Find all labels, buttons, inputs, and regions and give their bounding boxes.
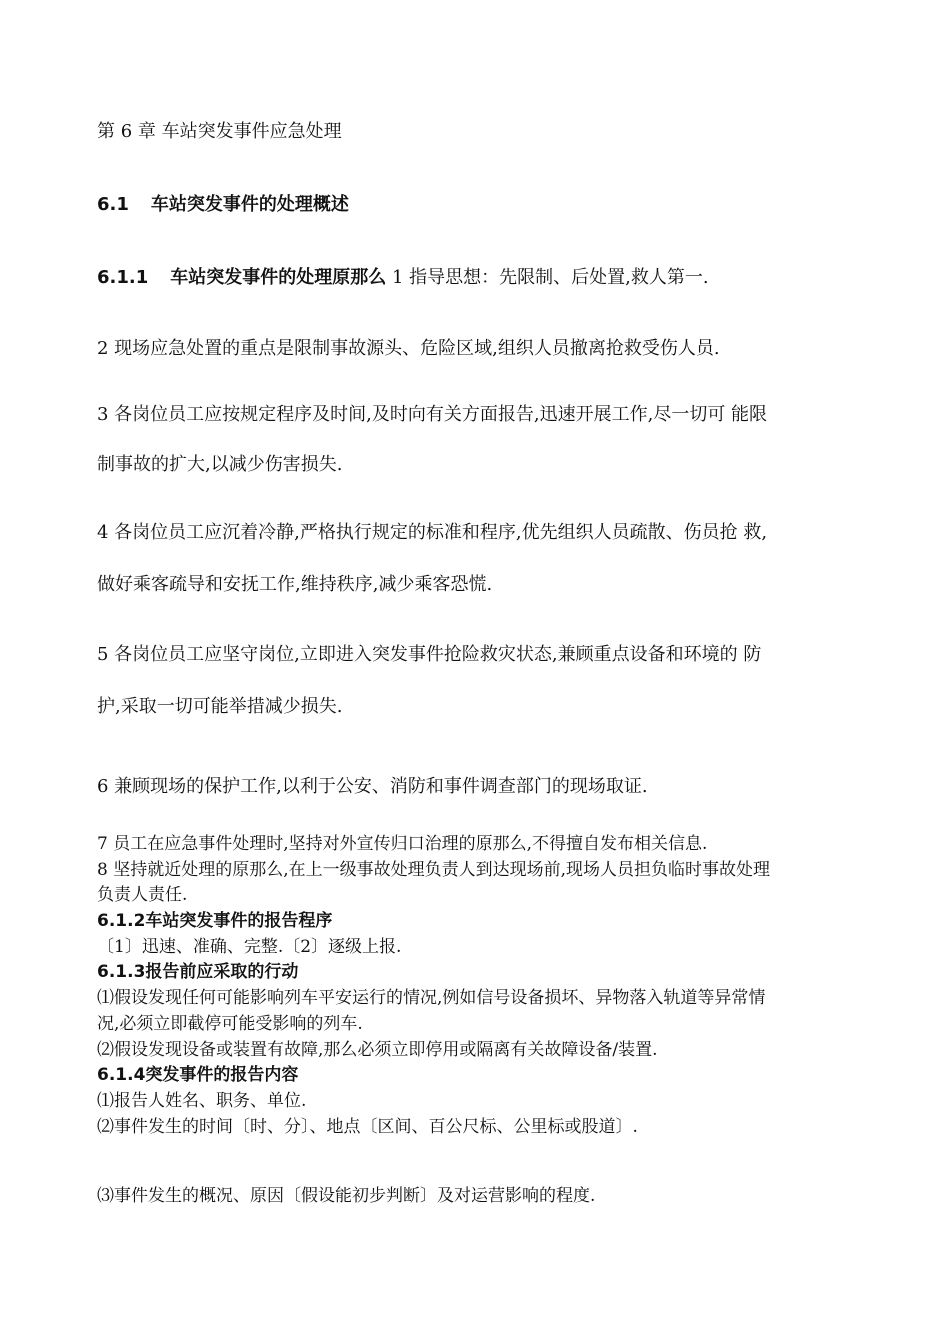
section-6-1-2-text: 〔1〕迅速、准确、完整.〔2〕逐级上报. — [97, 937, 402, 957]
paragraph-7: 7 员工在应急事件处理时,坚持对外宣传归口治理的原那么,不得擅自发布相关信息. — [97, 834, 708, 854]
paragraph-5-line-1: 5 各岗位员工应坚守岗位,立即进入突发事件抢险救灾状态,兼顾重点设备和环境的 防 — [97, 644, 762, 665]
paragraph-8-line-1: 8 坚持就近处理的原那么,在上一级事故处理负责人到达现场前,现场人员担负临时事故处理 — [97, 860, 771, 880]
paragraph-5-line-2: 护,采取一切可能举措减少损失. — [97, 696, 343, 717]
chapter-title: 第 6 章 车站突发事件应急处理 — [97, 121, 342, 142]
section-6-1-3-heading: 6.1.3报告前应采取的行动 — [97, 962, 299, 982]
section-6-1-4-heading: 6.1.4突发事件的报告内容 — [97, 1065, 299, 1085]
section-6-1-1-line — [97, 266, 709, 290]
paragraph-3-line-2: 制事故的扩大,以减少伤害损失. — [97, 454, 343, 475]
list-item: ⑴报告人姓名、职务、单位. — [97, 1091, 307, 1111]
section-title: 车站突发事件的处理概述 — [150, 194, 349, 215]
paragraph-4-line-1: 4 各岗位员工应沉着冷静,严格执行规定的标准和程序,优先组织人员疏散、伤员抢 救, — [97, 522, 768, 543]
list-item: ⑴假设发现任何可能影响列车平安运行的情况,例如信号设备损坏、异物落入轨道等异常情 — [97, 988, 766, 1008]
paragraph-4-line-2: 做好乘客疏导和安抚工作,维持秩序,减少乘客恐慌. — [97, 574, 493, 595]
section-number: 6.1 — [97, 194, 129, 215]
list-item: ⑵假设发现设备或装置有故障,那么必须立即停用或隔离有关故障设备/装置. — [97, 1040, 658, 1060]
section-6-1-2-heading: 6.1.2车站突发事件的报告程序 — [97, 911, 333, 931]
section-6-1-heading — [97, 193, 349, 217]
paragraph-text: 1 指导思想：先限制、后处置,救人第一. — [391, 267, 709, 288]
paragraph-6: 6 兼顾现场的保护工作,以利于公安、消防和事件调查部门的现场取证. — [97, 776, 648, 797]
paragraph-3-line-1: 3 各岗位员工应按规定程序及时间,及时向有关方面报告,迅速开展工作,尽一切可 能限 — [97, 404, 768, 425]
list-item-continued: 况,必须立即截停可能受影响的列车. — [97, 1014, 363, 1034]
list-item: ⑵事件发生的时间〔时、分〕、地点〔区间、百公尺标、公里标或股道〕. — [97, 1117, 638, 1137]
section-number: 6.1.1 — [97, 267, 149, 288]
paragraph-2: 2 现场应急处置的重点是限制事故源头、危险区域,组织人员撤离抢救受伤人员. — [97, 338, 720, 359]
paragraph-8-line-2: 负责人责任. — [97, 885, 188, 905]
list-item: ⑶事件发生的概况、原因〔假设能初步判断〕及对运营影响的程度. — [97, 1186, 596, 1206]
section-title: 车站突发事件的处理原那么 — [170, 267, 387, 288]
